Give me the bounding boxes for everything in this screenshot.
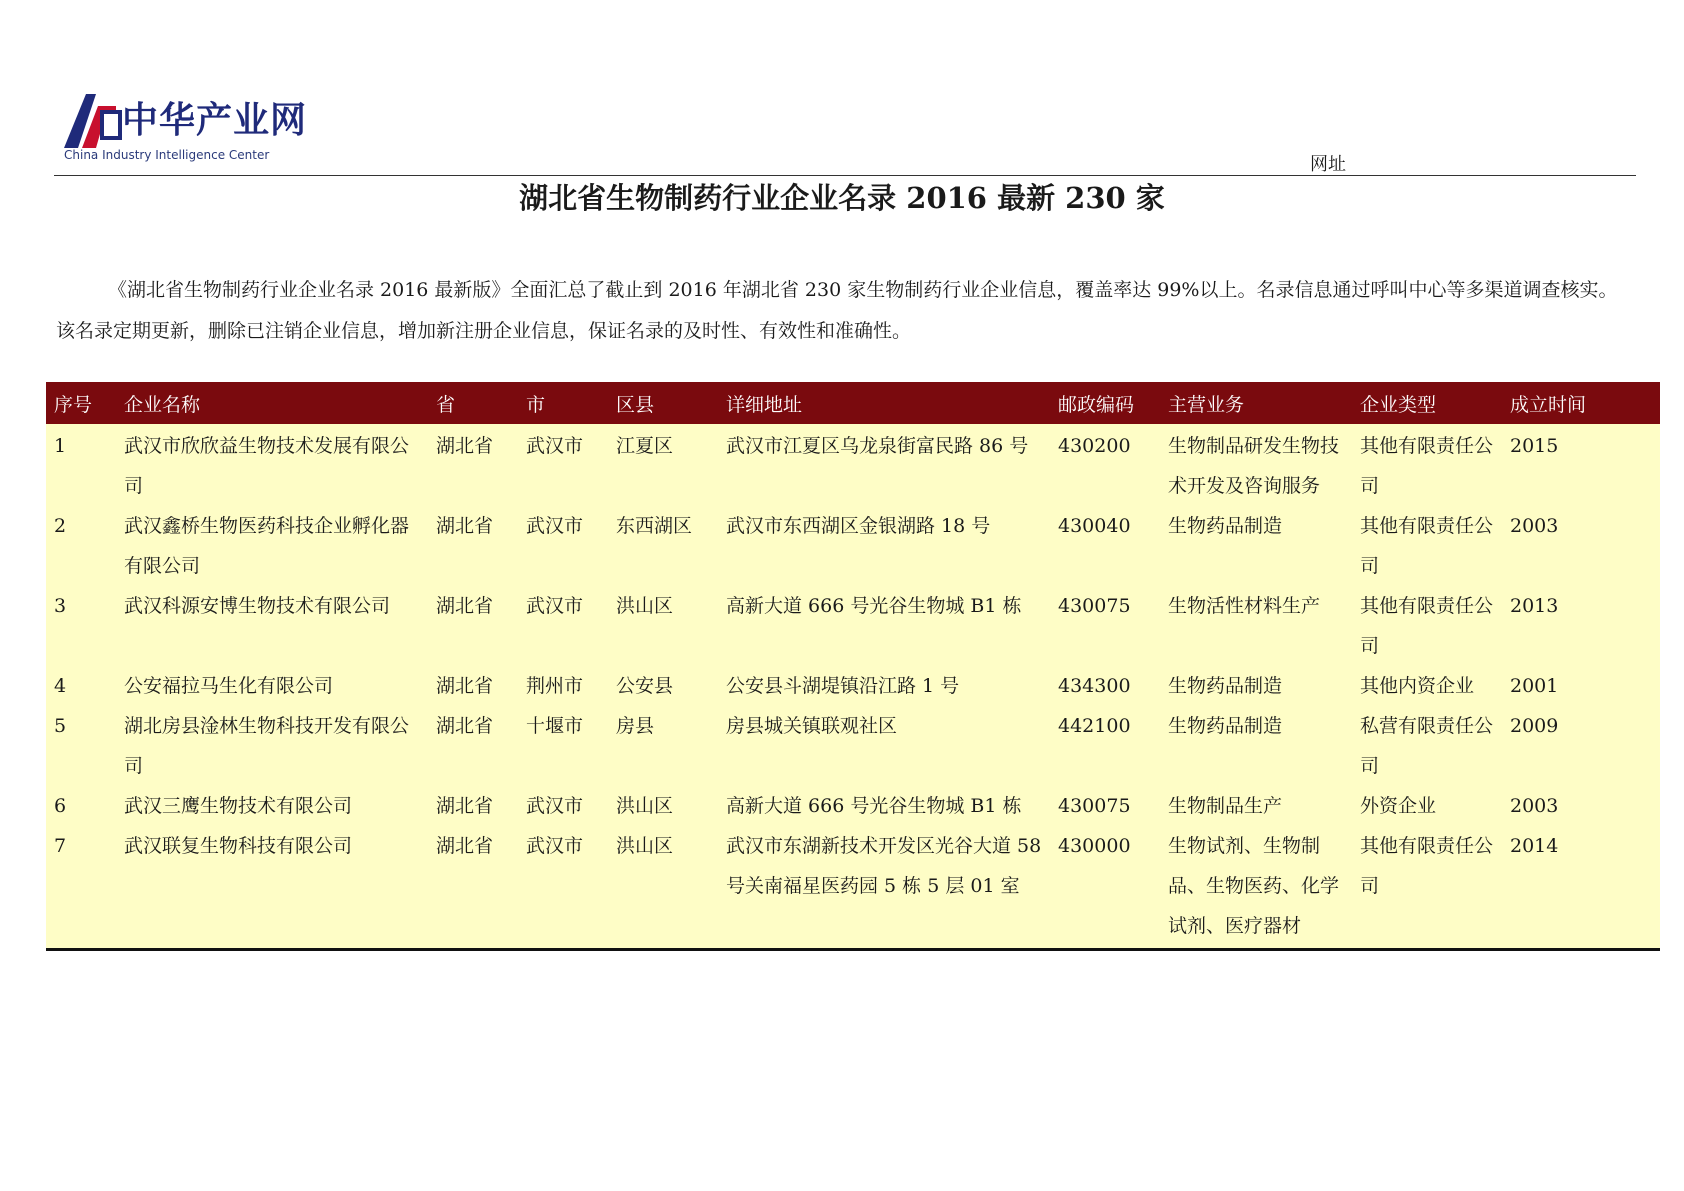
table-cell: 434300 <box>1050 666 1160 706</box>
table-cell: 荆州市 <box>518 666 608 706</box>
col-header: 企业名称 <box>116 382 428 424</box>
col-header: 邮政编码 <box>1050 382 1160 424</box>
url-label: 网址 <box>1310 154 1346 175</box>
table-row <box>46 506 1660 586</box>
table-cell: 其他有限责任公司 <box>1352 826 1502 950</box>
table-cell: 生物药品制造 <box>1160 666 1352 706</box>
table-cell: 湖北省 <box>428 666 518 706</box>
table-cell: 武汉市东湖新技术开发区光谷大道 58 号关南福星医药园 5 栋 5 层 01 室 <box>718 826 1050 950</box>
table-cell: 湖北省 <box>428 826 518 950</box>
col-header: 省 <box>428 382 518 424</box>
table-cell: 公安县 <box>608 666 718 706</box>
table-cell: 洪山区 <box>608 786 718 826</box>
table-cell: 2013 <box>1502 586 1660 666</box>
intro-paragraph: 《湖北省生物制药行业企业名录 2016 最新版》全面汇总了截止到 2016 年湖北省 230 家生物制药行业企业信息，覆盖率达 99%以上。名录信息通过呼叫中心等多渠道调查核实。该名录定期更新，删除已注销企业信息，增加新注册企业信息，保证名录的及时性、有效性和准确性。 <box>56 279 1618 342</box>
table-cell: 外资企业 <box>1352 786 1502 826</box>
table-row <box>46 826 1660 950</box>
table-cell: 高新大道 666 号光谷生物城 B1 栋 <box>718 786 1050 826</box>
table-cell: 2 <box>46 506 116 586</box>
table-cell: 其他有限责任公司 <box>1352 506 1502 586</box>
table-cell: 生物药品制造 <box>1160 506 1352 586</box>
col-header: 主营业务 <box>1160 382 1352 424</box>
col-header: 成立时间 <box>1502 382 1660 424</box>
table-row <box>46 666 1660 706</box>
table-cell: 7 <box>46 826 116 950</box>
table-cell: 湖北省 <box>428 424 518 506</box>
table-cell: 武汉三鹰生物技术有限公司 <box>116 786 428 826</box>
table-cell: 武汉市江夏区乌龙泉街富民路 86 号 <box>718 424 1050 506</box>
site-logo <box>56 82 308 168</box>
logo-name: 中华产业网 <box>122 100 308 141</box>
table-cell: 其他内资企业 <box>1352 666 1502 706</box>
table-cell: 430075 <box>1050 786 1160 826</box>
table-cell: 生物制品研发生物技术开发及咨询服务 <box>1160 424 1352 506</box>
table-row <box>46 706 1660 786</box>
table-cell: 430200 <box>1050 424 1160 506</box>
table-cell: 房县城关镇联观社区 <box>718 706 1050 786</box>
document-title: 湖北省生物制药行业企业名录 2016 最新 230 家 <box>519 181 1165 215</box>
table-cell: 5 <box>46 706 116 786</box>
table-cell: 湖北省 <box>428 586 518 666</box>
table-cell: 2015 <box>1502 424 1660 506</box>
table-cell: 湖北省 <box>428 506 518 586</box>
table-cell: 1 <box>46 424 116 506</box>
table-cell: 私营有限责任公司 <box>1352 706 1502 786</box>
table-cell: 生物试剂、生物制品、生物医药、化学试剂、医疗器材 <box>1160 826 1352 950</box>
table-cell: 生物药品制造 <box>1160 706 1352 786</box>
table-cell: 430000 <box>1050 826 1160 950</box>
table-cell: 2003 <box>1502 506 1660 586</box>
table-cell: 洪山区 <box>608 586 718 666</box>
table-cell: 武汉市东西湖区金银湖路 18 号 <box>718 506 1050 586</box>
table-cell: 十堰市 <box>518 706 608 786</box>
col-header: 区县 <box>608 382 718 424</box>
table-cell: 6 <box>46 786 116 826</box>
table-row <box>46 786 1660 826</box>
logo-tagline: China Industry Intelligence Center <box>64 148 270 162</box>
table-row <box>46 586 1660 666</box>
table-cell: 4 <box>46 666 116 706</box>
table-cell: 武汉科源安博生物技术有限公司 <box>116 586 428 666</box>
company-table <box>46 382 1660 951</box>
table-cell: 2001 <box>1502 666 1660 706</box>
table-cell: 其他有限责任公司 <box>1352 424 1502 506</box>
table-cell: 2003 <box>1502 786 1660 826</box>
table-header-row <box>46 382 1660 424</box>
table-cell: 湖北房县淦林生物科技开发有限公司 <box>116 706 428 786</box>
table-cell: 公安福拉马生化有限公司 <box>116 666 428 706</box>
col-header: 序号 <box>46 382 116 424</box>
table-cell: 生物活性材料生产 <box>1160 586 1352 666</box>
table-cell: 3 <box>46 586 116 666</box>
table-cell: 湖北省 <box>428 786 518 826</box>
table-cell: 洪山区 <box>608 826 718 950</box>
table-cell: 公安县斗湖堤镇沿江路 1 号 <box>718 666 1050 706</box>
table-cell: 生物制品生产 <box>1160 786 1352 826</box>
table-cell: 武汉市 <box>518 786 608 826</box>
table-cell: 武汉市 <box>518 586 608 666</box>
table-cell: 2014 <box>1502 826 1660 950</box>
table-cell: 430040 <box>1050 506 1160 586</box>
table-cell: 房县 <box>608 706 718 786</box>
table-cell: 武汉鑫桥生物医药科技企业孵化器有限公司 <box>116 506 428 586</box>
table-cell: 东西湖区 <box>608 506 718 586</box>
col-header: 详细地址 <box>718 382 1050 424</box>
table-row <box>46 424 1660 506</box>
col-header: 企业类型 <box>1352 382 1502 424</box>
table-cell: 442100 <box>1050 706 1160 786</box>
table-cell: 2009 <box>1502 706 1660 786</box>
table-cell: 武汉联复生物科技有限公司 <box>116 826 428 950</box>
logo-mark-icon <box>56 90 126 150</box>
table-cell: 高新大道 666 号光谷生物城 B1 栋 <box>718 586 1050 666</box>
table-cell: 湖北省 <box>428 706 518 786</box>
table-cell: 其他有限责任公司 <box>1352 586 1502 666</box>
table-cell: 江夏区 <box>608 424 718 506</box>
table-cell: 武汉市 <box>518 826 608 950</box>
col-header: 市 <box>518 382 608 424</box>
table-cell: 430075 <box>1050 586 1160 666</box>
table-cell: 武汉市 <box>518 424 608 506</box>
table-cell: 武汉市欣欣益生物技术发展有限公司 <box>116 424 428 506</box>
table-cell: 武汉市 <box>518 506 608 586</box>
